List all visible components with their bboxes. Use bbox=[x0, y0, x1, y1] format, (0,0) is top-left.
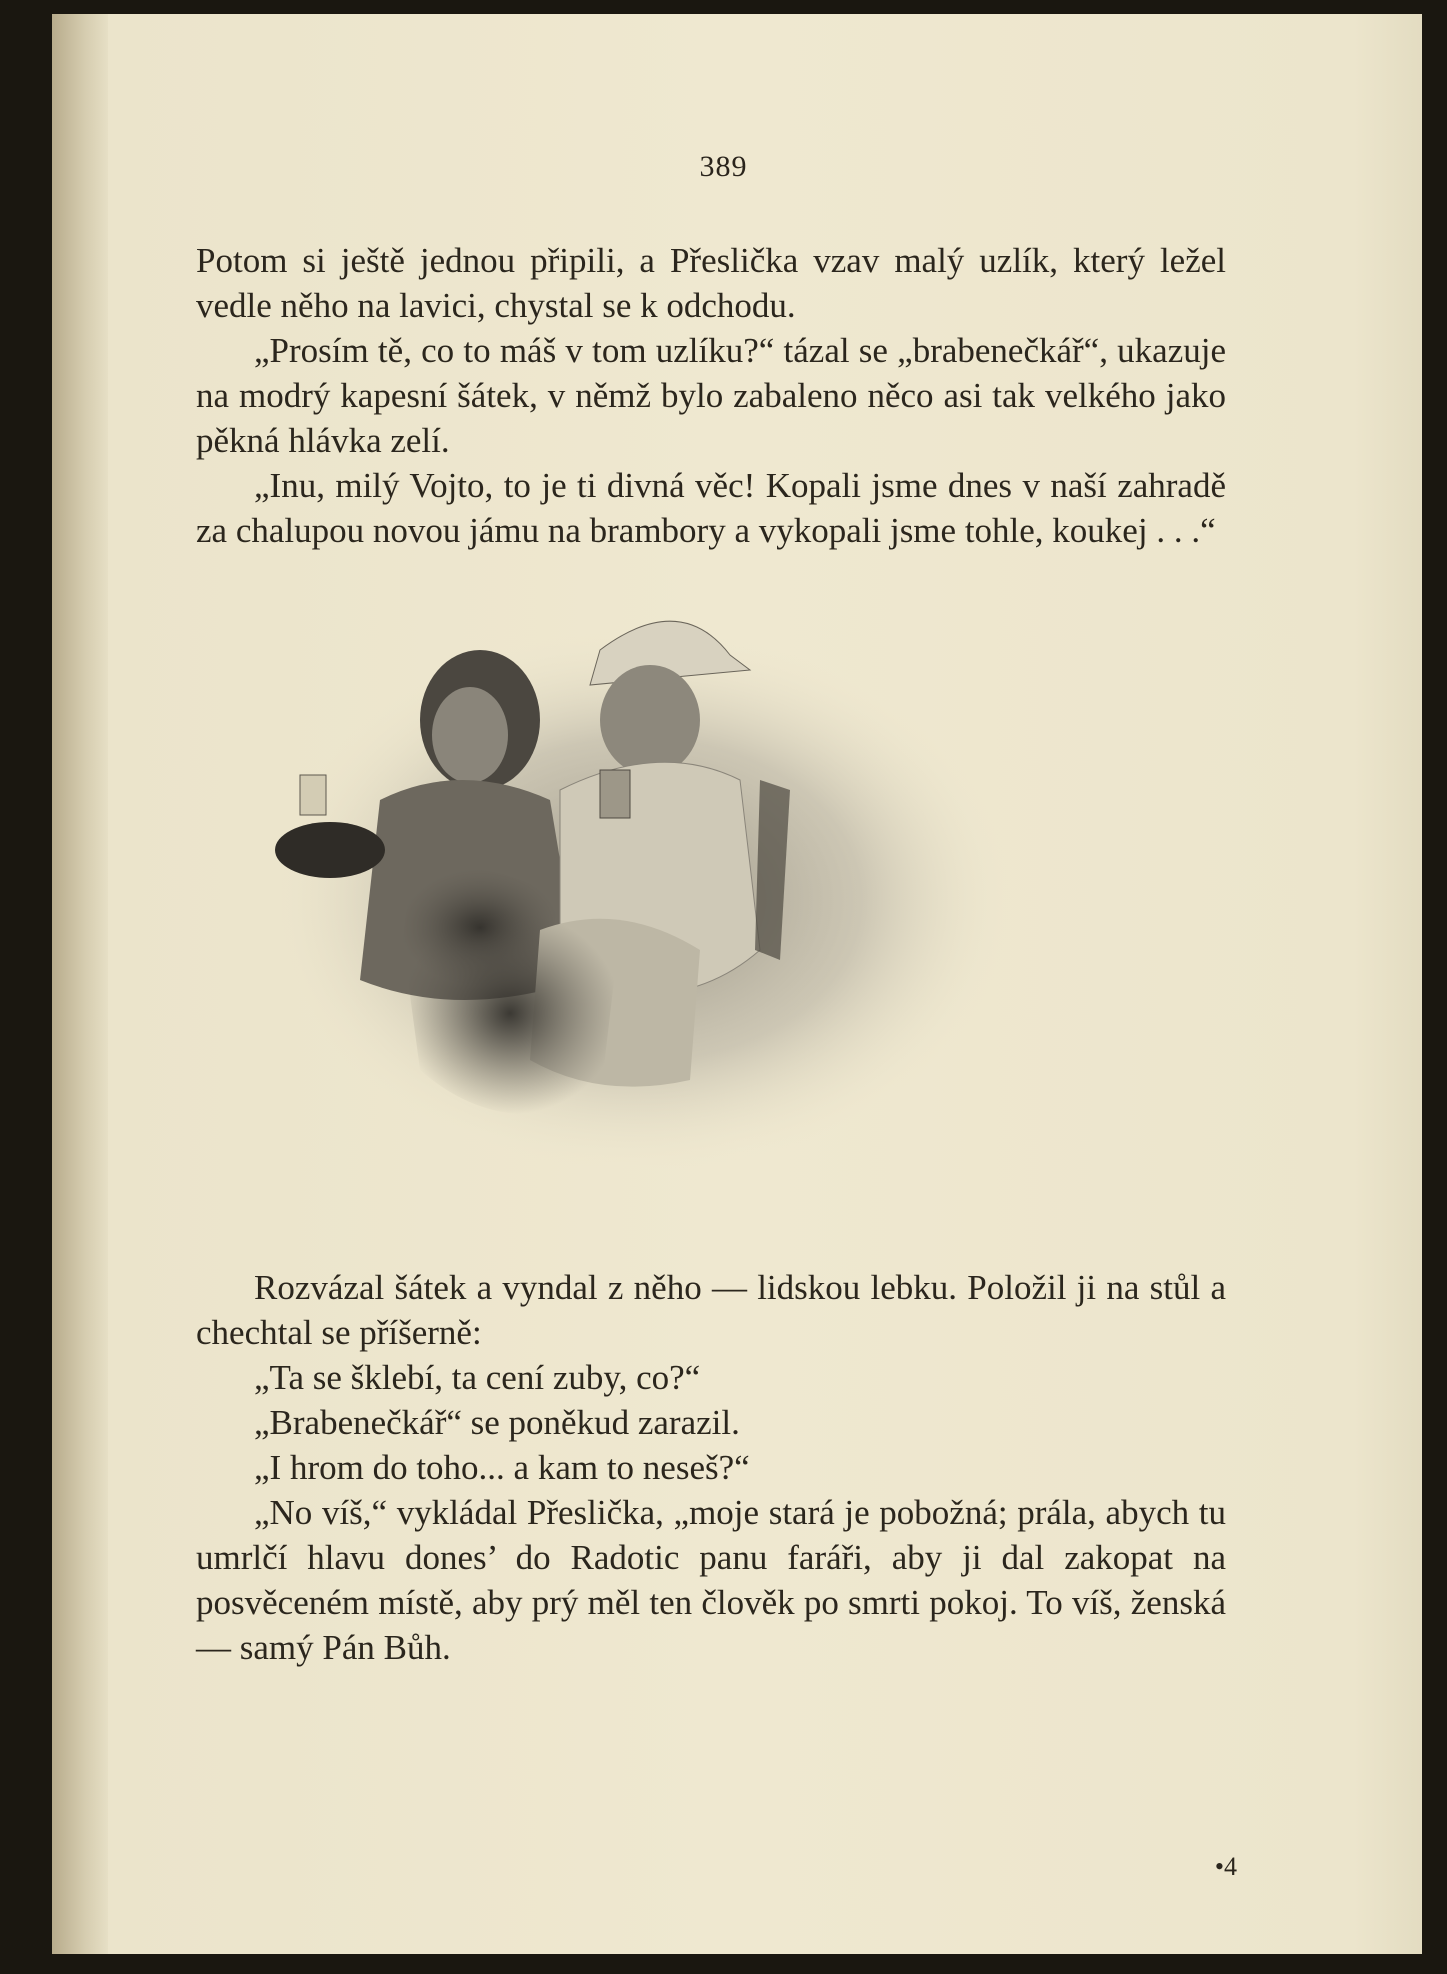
illustration-two-men-at-table bbox=[260, 600, 1060, 1220]
signature-mark: •4 bbox=[1214, 1852, 1237, 1881]
paragraph: Rozvázal šátek a vyndal z něho — lidskou lebku. Položil ji na stůl a chechtal se příšerně: bbox=[196, 1268, 1226, 1352]
paragraph: „I hrom do toho... a kam to neseš?“ bbox=[254, 1448, 750, 1487]
paragraph: „Inu, milý Vojto, to je ti divná věc! Kopali jsme dnes v naší zahradě za chalupou novou jámu na brambory a vykopali jsme tohle, koukej . . .“ bbox=[196, 466, 1226, 550]
paragraph: „Ta se šklebí, ta cení zuby, co?“ bbox=[254, 1358, 701, 1397]
text-block-bottom bbox=[196, 1265, 1226, 1670]
paragraph: „Brabenečkář“ se poněkud zarazil. bbox=[254, 1403, 740, 1442]
page-number: 389 bbox=[699, 150, 748, 183]
paragraph: „Prosím tě, co to máš v tom uzlíku?“ tázal se „brabenečkář“, ukazuje na modrý kapesní šátek, v němž bylo zabaleno něco asi tak velkého jako pěkná hlávka zelí. bbox=[196, 331, 1226, 460]
paragraph: „No víš,“ vykládal Přeslička, „moje stará je pobožná; prála, abych tu umrlčí hlavu dones’ do Radotic panu faráři, aby ji dal zakopat na posvěceném místě, aby prý měl ten člověk po smrti pokoj. To víš, ženská — samý Pán Bůh. bbox=[196, 1493, 1226, 1667]
book-spine-shadow bbox=[52, 14, 108, 1954]
text-block-top bbox=[196, 238, 1226, 553]
paragraph: Potom si ještě jednou připili, a Přeslička vzav malý uzlík, který ležel vedle něho na lavici, chystal se k odchodu. bbox=[196, 241, 1226, 325]
